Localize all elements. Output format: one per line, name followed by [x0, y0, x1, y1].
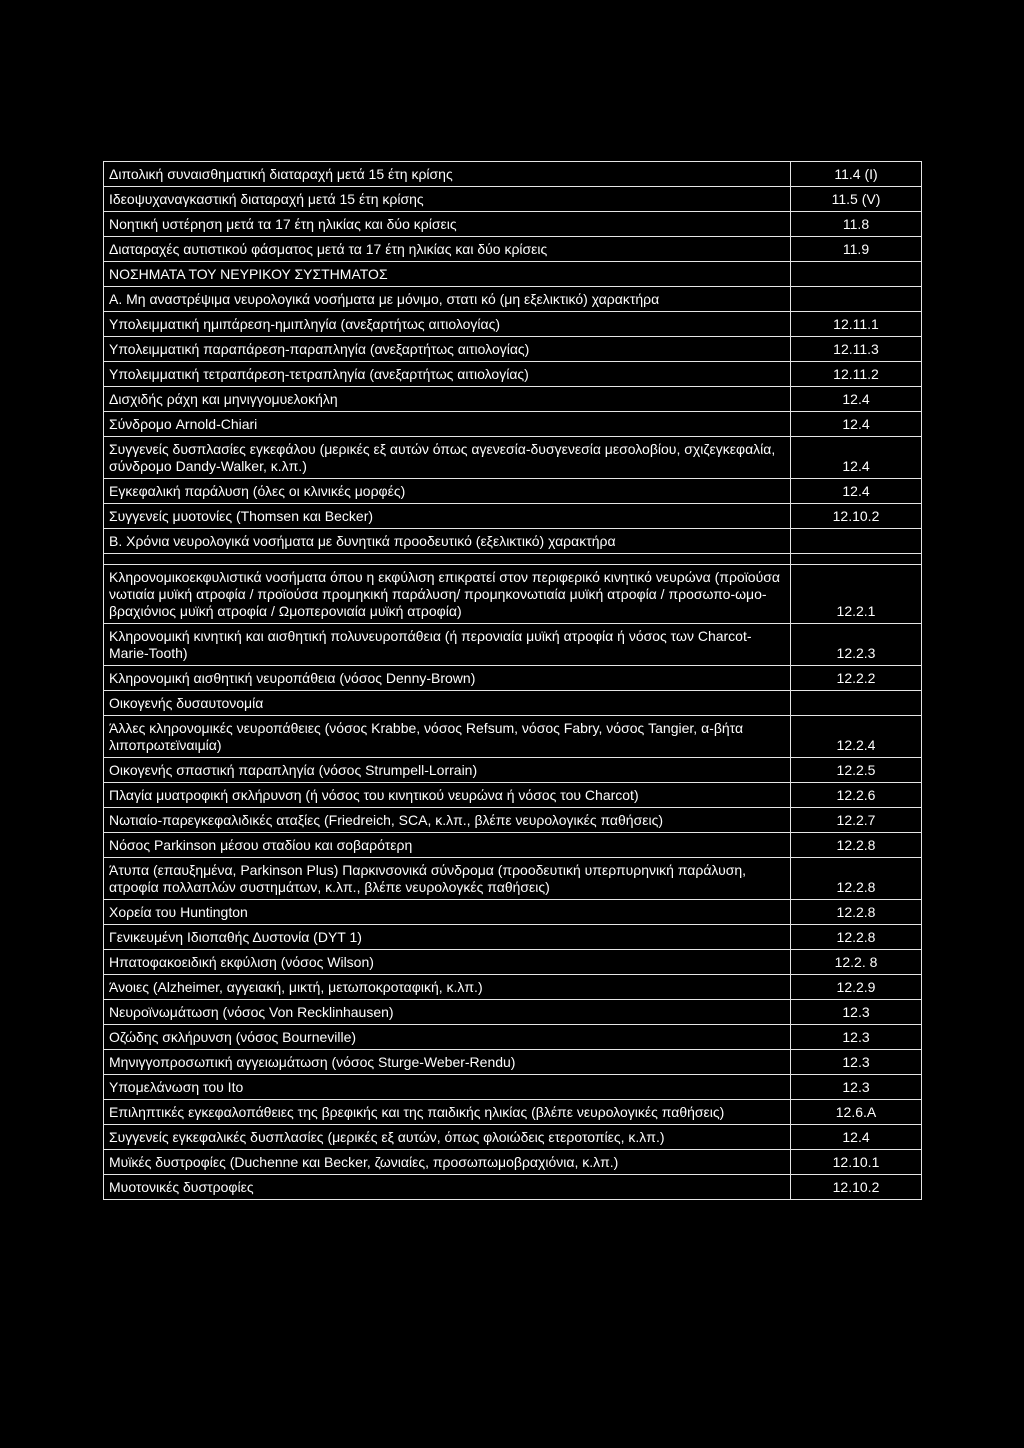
condition-description: Α. Μη αναστρέψιμα νευρολογικά νοσήματα με μόνιμο, στατι κό (μη εξελικτικό) χαρακτήρα — [104, 287, 791, 312]
condition-code: 12.2.8 — [791, 900, 922, 925]
condition-code: 12.2.1 — [791, 565, 922, 624]
condition-description: Άτυπα (επαυξημένα, Parkinson Plus) Παρκινσονικά σύνδρομα (προοδευτική υπερπυρηνική παράλυση, ατροφία πολλαπλών συστημάτων, κ.λπ., βλέπε νευρολογκές παθήσεις) — [104, 858, 791, 900]
condition-code: 12.2.3 — [791, 624, 922, 666]
table-row — [104, 975, 922, 1000]
condition-code: 12.11.3 — [791, 337, 922, 362]
condition-code: 12.2.4 — [791, 716, 922, 758]
condition-description: Διαταραχές αυτιστικού φάσματος μετά τα 17 έτη ηλικίας και δύο κρίσεις — [104, 237, 791, 262]
condition-description — [104, 554, 791, 565]
table-row — [104, 237, 922, 262]
condition-code: 12.2.8 — [791, 925, 922, 950]
condition-description: Β. Χρόνια νευρολογικά νοσήματα με δυνητικά προοδευτικό (εξελικτικό) χαρακτήρα — [104, 529, 791, 554]
condition-code — [791, 554, 922, 565]
condition-description: Υπομελάνωση του Ito — [104, 1075, 791, 1100]
table-row — [104, 565, 922, 624]
table-row — [104, 833, 922, 858]
condition-code: 12.10.1 — [791, 1150, 922, 1175]
table-row — [104, 337, 922, 362]
table-row — [104, 362, 922, 387]
condition-code: 11.4 (I) — [791, 162, 922, 187]
table-row — [104, 187, 922, 212]
condition-code: 12.2.2 — [791, 666, 922, 691]
condition-code: 12.10.2 — [791, 504, 922, 529]
condition-code: 11.8 — [791, 212, 922, 237]
table-row — [104, 504, 922, 529]
condition-description: Νωτιαίο-παρεγκεφαλιδικές αταξίες (Friedreich, SCA, κ.λπ., βλέπε νευρολογικές παθήσεις) — [104, 808, 791, 833]
condition-code: 12.3 — [791, 1000, 922, 1025]
condition-code: 12.2. 8 — [791, 950, 922, 975]
condition-description: ΝΟΣΗΜΑΤΑ ΤΟΥ ΝΕΥΡΙΚΟΥ ΣΥΣΤΗΜΑΤΟΣ — [104, 262, 791, 287]
condition-description: Κληρονομικοεκφυλιστικά νοσήματα όπου η εκφύλιση επικρατεί στον περιφερικό κινητικό νευρώνα (προϊούσα νωτιαία μυϊκή ατροφία / προϊούσα προμηκική παράλυση/ προμηκονωτιαία μυϊκή ατροφία / προσωπο-ωμο-βραχιόνιος μυϊκή ατροφία / Ωμοπερονιαία μυϊκή ατροφία) — [104, 565, 791, 624]
condition-description: Διπολική συναισθηματική διαταραχή μετά 15 έτη κρίσης — [104, 162, 791, 187]
condition-description: Οικογενής δυσαυτονομία — [104, 691, 791, 716]
condition-description: Πλαγία μυατροφική σκλήρυνση (ή νόσος του κινητικού νευρώνα ή νόσος του Charcot) — [104, 783, 791, 808]
condition-description: Κληρονομική αισθητική νευροπάθεια (νόσος Denny-Brown) — [104, 666, 791, 691]
condition-description: Επιληπτικές εγκεφαλοπάθειες της βρεφικής και της παιδικής ηλικίας (βλέπε νευρολογικές παθήσεις) — [104, 1100, 791, 1125]
condition-code: 11.5 (V) — [791, 187, 922, 212]
condition-description: Οικογενής σπαστική παραπληγία (νόσος Strumpell-Lorrain) — [104, 758, 791, 783]
condition-description: Οζώδης σκλήρυνση (νόσος Bourneville) — [104, 1025, 791, 1050]
condition-code: 12.4 — [791, 479, 922, 504]
condition-code — [791, 529, 922, 554]
condition-code: 12.10.2 — [791, 1175, 922, 1200]
table-row — [104, 529, 922, 554]
table-row — [104, 1075, 922, 1100]
table-row — [104, 479, 922, 504]
condition-code — [791, 287, 922, 312]
condition-description: Κληρονομική κινητική και αισθητική πολυνευροπάθεια (ή περονιαία μυϊκή ατροφία ή νόσος των Charcot-Marie-Tooth) — [104, 624, 791, 666]
table-row — [104, 1175, 922, 1200]
table-row — [104, 312, 922, 337]
condition-description: Χορεία του Huntington — [104, 900, 791, 925]
condition-description: Γενικευμένη Ιδιοπαθής Δυστονία (DYT 1) — [104, 925, 791, 950]
condition-code: 12.2.9 — [791, 975, 922, 1000]
condition-code: 12.3 — [791, 1025, 922, 1050]
condition-code: 12.11.1 — [791, 312, 922, 337]
table-row — [104, 716, 922, 758]
table-row — [104, 1150, 922, 1175]
condition-description: Άνοιες (Alzheimer, αγγειακή, μικτή, μετωποκροταφική, κ.λπ.) — [104, 975, 791, 1000]
condition-code: 12.11.2 — [791, 362, 922, 387]
condition-code: 11.9 — [791, 237, 922, 262]
table-spacer-row — [104, 554, 922, 565]
conditions-table — [103, 161, 922, 1200]
table-row — [104, 950, 922, 975]
table-row — [104, 1125, 922, 1150]
table-row — [104, 1025, 922, 1050]
condition-code: 12.3 — [791, 1075, 922, 1100]
condition-code: 12.2.7 — [791, 808, 922, 833]
table-row — [104, 758, 922, 783]
condition-description: Μηνιγγοπροσωπική αγγειωμάτωση (νόσος Sturge-Weber-Rendu) — [104, 1050, 791, 1075]
condition-description: Υπολειμματική παραπάρεση-παραπληγία (ανεξαρτήτως αιτιολογίας) — [104, 337, 791, 362]
condition-code: 12.4 — [791, 412, 922, 437]
condition-code: 12.2.6 — [791, 783, 922, 808]
table-row — [104, 900, 922, 925]
condition-code: 12.3 — [791, 1050, 922, 1075]
table-row — [104, 666, 922, 691]
table-body — [104, 162, 922, 1200]
condition-description: Συγγενείς μυοτονίες (Thomsen και Becker) — [104, 504, 791, 529]
table-row — [104, 287, 922, 312]
condition-description: Νοητική υστέρηση μετά τα 17 έτη ηλικίας και δύο κρίσεις — [104, 212, 791, 237]
condition-description: Μυϊκές δυστροφίες (Duchenne και Becker, ζωνιαίες, προσωπωμοβραχιόνια, κ.λπ.) — [104, 1150, 791, 1175]
table-row — [104, 925, 922, 950]
condition-code: 12.6.Α — [791, 1100, 922, 1125]
table-row — [104, 624, 922, 666]
condition-description: Ηπατοφακοειδική εκφύλιση (νόσος Wilson) — [104, 950, 791, 975]
condition-description: Δισχιδής ράχη και μηνιγγομυελοκήλη — [104, 387, 791, 412]
condition-description: Συγγενείς δυσπλασίες εγκεφάλου (μερικές εξ αυτών όπως αγενεσία-δυσγενεσία μεσολοβίου, σχιζεγκεφαλία, σύνδρομο Dandy-Walker, κ.λπ.) — [104, 437, 791, 479]
table-row — [104, 162, 922, 187]
condition-code — [791, 262, 922, 287]
table-row — [104, 262, 922, 287]
table-row — [104, 783, 922, 808]
table-row — [104, 691, 922, 716]
condition-code — [791, 691, 922, 716]
condition-code: 12.4 — [791, 387, 922, 412]
table-row — [104, 437, 922, 479]
condition-code: 12.4 — [791, 1125, 922, 1150]
condition-description: Σύνδρομο Arnold-Chiari — [104, 412, 791, 437]
condition-description: Νευροϊνωμάτωση (νόσος Von Recklinhausen) — [104, 1000, 791, 1025]
condition-description: Ιδεοψυχαναγκαστική διαταραχή μετά 15 έτη κρίσης — [104, 187, 791, 212]
condition-description: Υπολειμματική τετραπάρεση-τετραπληγία (ανεξαρτήτως αιτιολογίας) — [104, 362, 791, 387]
condition-description: Υπολειμματική ημιπάρεση-ημιπληγία (ανεξαρτήτως αιτιολογίας) — [104, 312, 791, 337]
table-row — [104, 412, 922, 437]
table-row — [104, 387, 922, 412]
condition-description: Άλλες κληρονομικές νευροπάθειες (νόσος Krabbe, νόσος Refsum, νόσος Fabry, νόσος Tangier, α-βήτα λιποπρωτεϊναιμία) — [104, 716, 791, 758]
condition-description: Μυοτονικές δυστροφίες — [104, 1175, 791, 1200]
condition-description: Νόσος Parkinson μέσου σταδίου και σοβαρότερη — [104, 833, 791, 858]
table-row — [104, 212, 922, 237]
table-row — [104, 1050, 922, 1075]
table-row — [104, 1000, 922, 1025]
condition-code: 12.2.8 — [791, 858, 922, 900]
table-row — [104, 858, 922, 900]
condition-code: 12.2.8 — [791, 833, 922, 858]
table-row — [104, 1100, 922, 1125]
condition-description: Εγκεφαλική παράλυση (όλες οι κλινικές μορφές) — [104, 479, 791, 504]
condition-code: 12.2.5 — [791, 758, 922, 783]
condition-description: Συγγενείς εγκεφαλικές δυσπλασίες (μερικές εξ αυτών, όπως φλοιώδεις ετεροτοπίες, κ.λπ.) — [104, 1125, 791, 1150]
table-row — [104, 808, 922, 833]
condition-code: 12.4 — [791, 437, 922, 479]
